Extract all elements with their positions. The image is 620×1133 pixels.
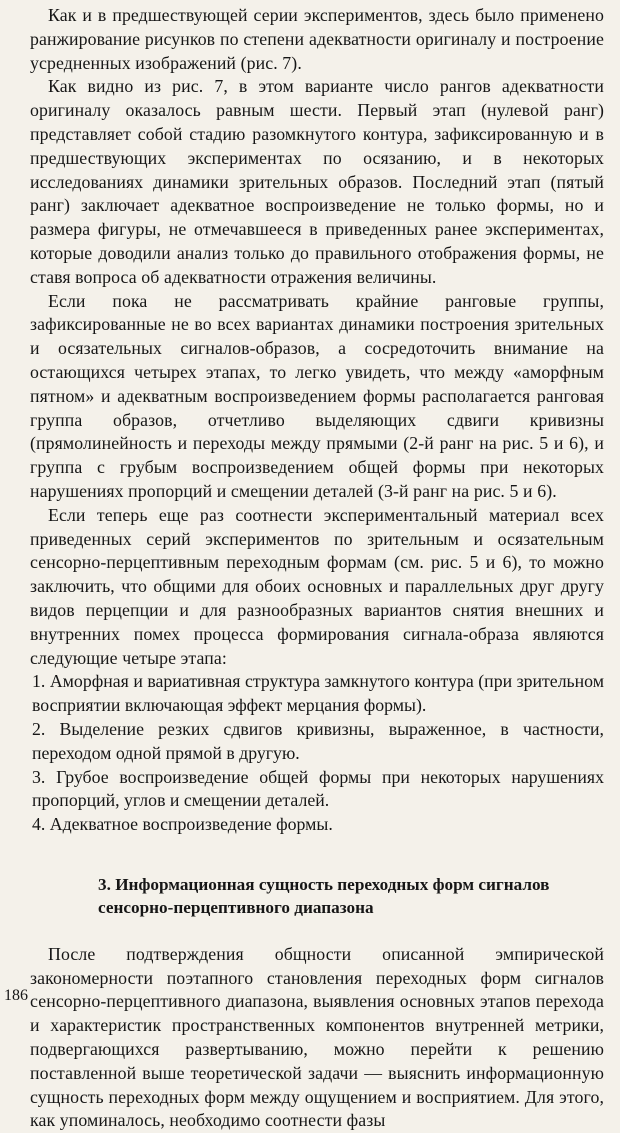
paragraph-rank-count: Как видно из рис. 7, в этом варианте число рангов адекватности оригиналу оказалось равным шести. Первый этап (нулевой ранг) представляет собой стадию разомкнутого контура, зафиксированную и в предшествующих экспериментах по осязанию, и в некоторых исследованиях динамики зрительных образов. Последний этап (пятый ранг) заключает адекватное воспроизведение не только формы, но и размера фигуры, не отмечавшееся в приведенных ранее экспериментах, которые доводили анализ только до правильного отображения формы, не ставя вопроса об адекватности отражения величины. [30,76,604,287]
stage-item: 3. Грубое воспроизведение общей формы при некоторых нарушениях пропорций, углов и смещении деталей. [32,766,604,811]
paragraph-stages-intro: Если теперь еще раз соотнести экспериментальный материал всех приведенных серий экспериментов по зрительным и осязательным сенсорно-перцептивным переходным формам (см. рис. 5 и 6), то можно заключить, что общими для обоих основных и параллельных друг другу видов перцепции и для разнообразных вариантов снятия внешних и внутренних помех процесса формирования сигнала-образа являются следующие четыре этапа: [30,504,604,668]
stage-item: 2. Выделение резких сдвигов кривизны, выраженное, в частности, переходом одной прямой в другую. [32,718,604,763]
stage-item: 4. Адекватное воспроизведение формы. [32,814,333,835]
stages-list [30,670,604,837]
paragraph-ranking-method: Как и в предшествующей серии экспериментов, здесь было применено ранжирование рисунков по степени адекватности оригиналу и построение усредненных изображений (рис. 7). [30,5,604,73]
page-number: 186 [4,987,28,1004]
paragraph-rank-groups: Если пока не рассматривать крайние ранговые группы, зафиксированные не во всех вариантах динамики построения зрительных и осязательных сигналов-образов, а сосредоточить внимание на остающихся четырех этапах, то легко увидеть, что между «аморфным пятном» и адекватным воспроизведением формы располагается ранговая группа образов, отчетливо выделяющих сдвиги кривизны (прямолинейность и переходы между прямыми (2-й ранг на рис. 5 и 6), и группа с грубым воспроизведением общей формы при некоторых нарушениях пропорций и смещении деталей (3-й ранг на рис. 5 и 6). [30,290,604,501]
paragraph-information-essence: После подтверждения общности описанной эмпирической закономерности поэтапного становления переходных форм сигналов сенсорно-перцептивного диапазона, выявления основных этапов перехода и характеристик пространственных компонентов внутренней метрики, подвергающихся развертыванию, можно перейти к решению поставленной выше теоретической задачи — выяснить информационную сущность переходных форм между ощущением и восприятием. Для этого, как упоминалось, необходимо соотнести фазы [30,943,604,1131]
stage-item: 1. Аморфная и вариативная структура замкнутого контура (при зрительном восприятии включающая эффект мерцания формы). [32,671,604,716]
section-heading: 3. Информационная сущность переходных форм сигналов сенсорно-перцептивного диапазона [98,874,550,917]
